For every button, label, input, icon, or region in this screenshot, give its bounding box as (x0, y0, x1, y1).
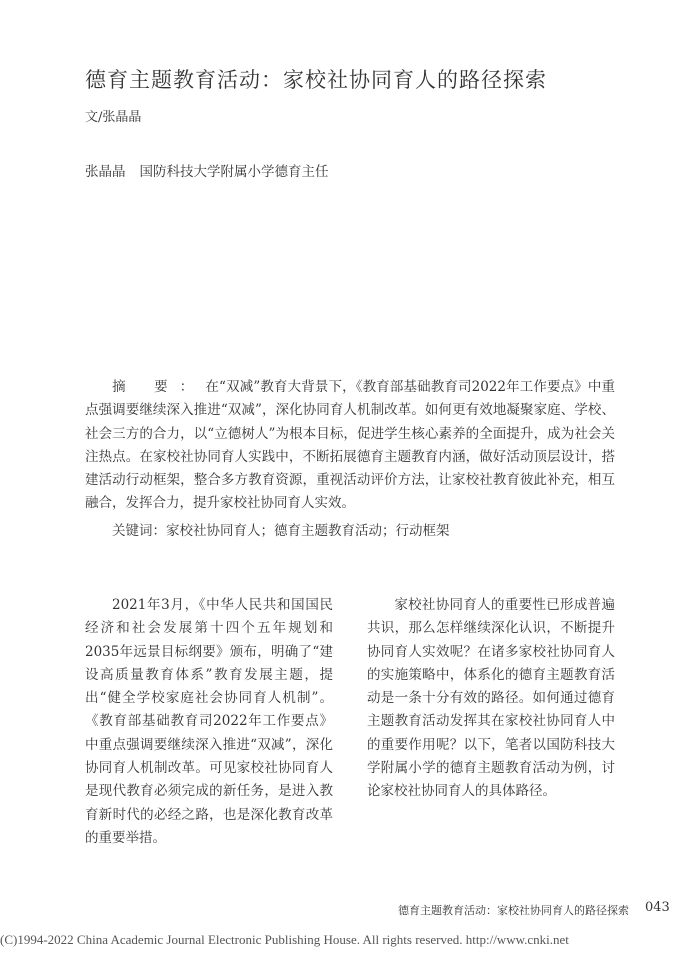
abstract (85, 376, 615, 516)
article-title: 德育主题教育活动：家校社协同育人的路径探索 (85, 68, 547, 92)
byline: 文/张晶晶 (85, 110, 142, 125)
author-affiliation: 国防科技大学附属小学德育主任 (139, 164, 329, 180)
running-header: 德育主题教育活动：家校社协同育人的路径探索 (398, 904, 629, 917)
author-intro (85, 160, 329, 180)
body-paragraph: 2021年3月，《中华人民共和国国民经济和社会发展第十四个五年规划和2035年远景目标纲要》颁布，明确了“建设高质量教育体系”教育发展主题，提出“健全学校家庭社会协同育人机制”。《教育部基础教育司2022年工作要点》中重点强调要继续深入推进“双减”，深化协同育人机制改革。可见家校社协同育人是现代教育必须完成的新任务，是进入教育新时代的必经之路，也是深化教育改革的重要举措。 (85, 597, 333, 846)
author-name: 张晶晶 (85, 164, 126, 180)
keywords (112, 519, 450, 539)
page-number: 043 (645, 900, 670, 915)
body-column-right (367, 594, 615, 804)
abstract-text: 在“双减”教育大背景下，《教育部基础教育司2022年工作要点》中重点强调要继续深入推进“双减”，深化协同育人机制改革。如何更有效地凝聚家庭、学校、社会三方的合力，以“立德树人”为根本目标，促进学生核心素养的全面提升，成为社会关注热点。在家校社协同育人实践中，不断拓展德育主题教育内涵，做好活动顶层设计，搭建活动行动框架，整合多方教育资源，重视活动评价方法，让家校社教育彼此补充，相互融合，发挥合力，提升家校社协同育人实效。 (85, 379, 615, 512)
body-column-left (85, 594, 333, 850)
keywords-text: 家校社协同育人；德育主题教育活动；行动框架 (166, 523, 450, 539)
keywords-label: 关键词： (112, 523, 166, 539)
body-paragraph: 家校社协同育人的重要性已形成普遍共识，那么怎样继续深化认识，不断提升协同育人实效呢？在诸多家校社协同育人的实施策略中，体系化的德育主题教育活动是一条十分有效的路径。如何通过德育主题教育活动发挥其在家校社协同育人中的重要作用呢？以下，笔者以国防科技大学附属小学的德育主题教育活动为例，讨论家校社协同育人的具体路径。 (367, 597, 615, 800)
abstract-label: 摘 要： (112, 379, 206, 395)
copyright-notice: (C)1994-2022 China Academic Journal Electronic Publishing House. All rights reserved. http://www.cnki.net (0, 932, 569, 947)
